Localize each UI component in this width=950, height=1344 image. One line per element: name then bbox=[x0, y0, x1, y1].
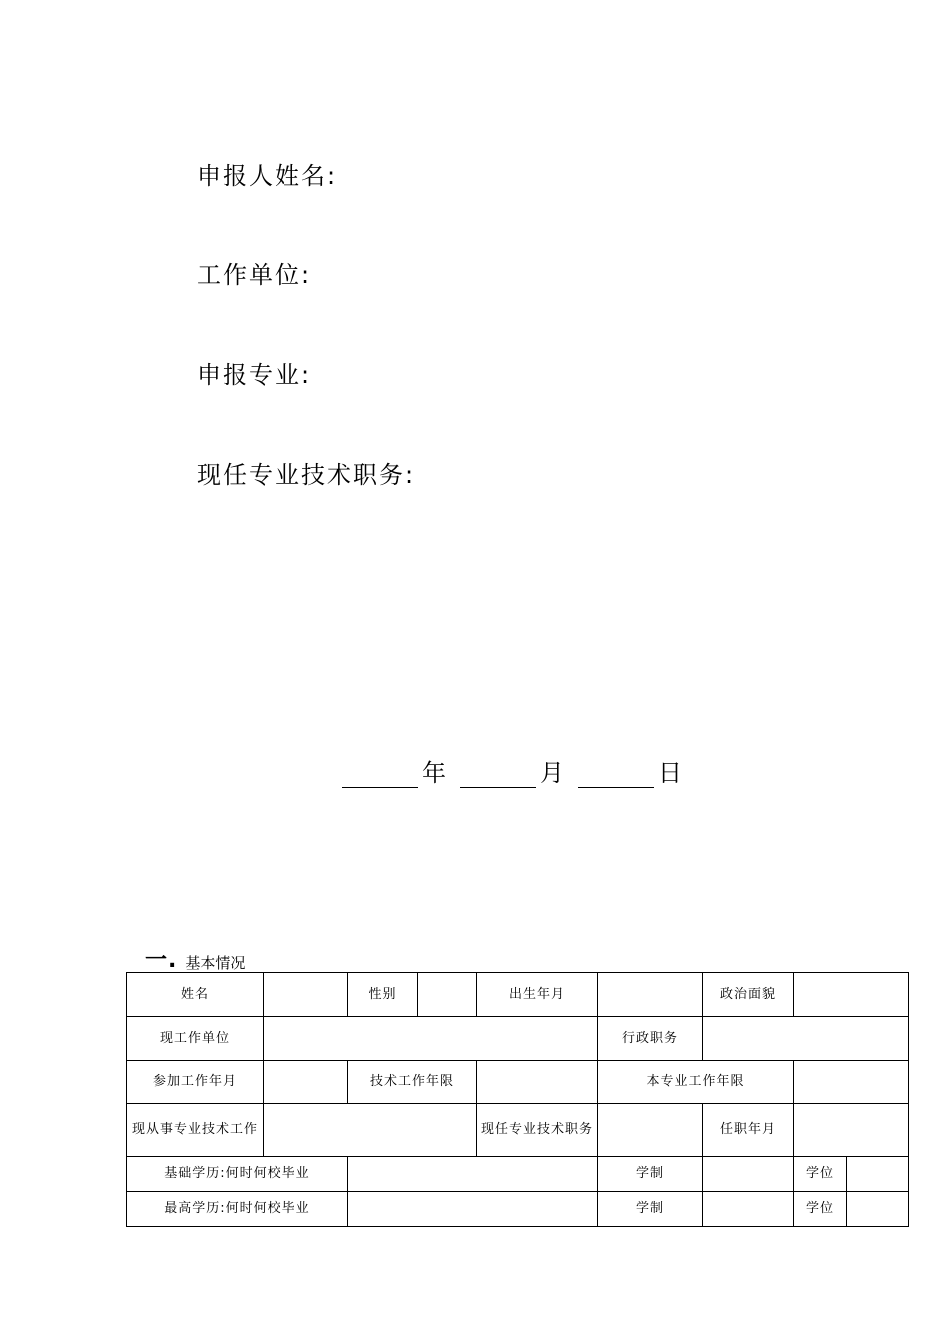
section-number: 一. bbox=[145, 948, 178, 973]
current-unit-label: 现工作单位 bbox=[127, 1017, 264, 1061]
appoint-date-value-cell[interactable] bbox=[794, 1104, 909, 1157]
highest-degree-label: 学位 bbox=[794, 1192, 847, 1227]
tech-years-label: 技术工作年限 bbox=[348, 1061, 477, 1104]
month-label: 月 bbox=[540, 759, 564, 787]
current-unit-value-cell[interactable] bbox=[264, 1017, 598, 1061]
gender-value-cell[interactable] bbox=[418, 973, 477, 1017]
birth-value-cell[interactable] bbox=[598, 973, 703, 1017]
highest-edu-label: 最高学历:何时何校毕业 bbox=[127, 1192, 348, 1227]
major-years-label: 本专业工作年限 bbox=[598, 1061, 794, 1104]
work-unit-label: 工作单位: bbox=[197, 261, 312, 289]
political-label: 政治面貌 bbox=[703, 973, 794, 1017]
gender-label: 性别 bbox=[348, 973, 418, 1017]
work-start-value-cell[interactable] bbox=[264, 1061, 348, 1104]
basic-edu-value-cell[interactable] bbox=[348, 1157, 598, 1192]
table-row bbox=[127, 1104, 909, 1157]
basic-degree-value-cell[interactable] bbox=[847, 1157, 909, 1192]
section-heading bbox=[145, 950, 245, 972]
current-tech-title-label: 现任专业技术职务 bbox=[477, 1104, 598, 1157]
highest-degree-value-cell[interactable] bbox=[847, 1192, 909, 1227]
basic-length-value-cell[interactable] bbox=[703, 1157, 794, 1192]
highest-length-label: 学制 bbox=[598, 1192, 703, 1227]
admin-post-label: 行政职务 bbox=[598, 1017, 703, 1061]
table-row bbox=[127, 1061, 909, 1104]
major-label: 申报专业: bbox=[197, 361, 312, 389]
table-row bbox=[127, 1192, 909, 1227]
date-line bbox=[342, 758, 682, 788]
section-title: 基本情况 bbox=[185, 954, 246, 972]
applicant-name-label: 申报人姓名: bbox=[197, 162, 338, 190]
tech-years-value-cell[interactable] bbox=[477, 1061, 598, 1104]
basic-length-label: 学制 bbox=[598, 1157, 703, 1192]
political-value-cell[interactable] bbox=[794, 973, 909, 1017]
highest-edu-value-cell[interactable] bbox=[348, 1192, 598, 1227]
current-title-label: 现任专业技术职务: bbox=[197, 461, 416, 489]
birth-label: 出生年月 bbox=[477, 973, 598, 1017]
basic-edu-label: 基础学历:何时何校毕业 bbox=[127, 1157, 348, 1192]
current-tech-title-value-cell[interactable] bbox=[598, 1104, 703, 1157]
current-tech-work-label: 现从事专业技术工作 bbox=[127, 1104, 264, 1157]
name-value-cell[interactable] bbox=[264, 973, 348, 1017]
admin-post-value-cell[interactable] bbox=[703, 1017, 909, 1061]
table-row bbox=[127, 1017, 909, 1061]
work-start-label: 参加工作年月 bbox=[127, 1061, 264, 1104]
table-row bbox=[127, 973, 909, 1017]
highest-length-value-cell[interactable] bbox=[703, 1192, 794, 1227]
year-blank[interactable] bbox=[342, 763, 418, 788]
table-row bbox=[127, 1157, 909, 1192]
name-label: 姓名 bbox=[127, 973, 264, 1017]
appoint-date-label: 任职年月 bbox=[703, 1104, 794, 1157]
basic-info-table bbox=[126, 972, 909, 1227]
basic-degree-label: 学位 bbox=[794, 1157, 847, 1192]
day-label: 日 bbox=[658, 759, 682, 787]
day-blank[interactable] bbox=[578, 763, 654, 788]
current-tech-work-value-cell[interactable] bbox=[264, 1104, 477, 1157]
month-blank[interactable] bbox=[460, 763, 536, 788]
major-years-value-cell[interactable] bbox=[794, 1061, 909, 1104]
year-label: 年 bbox=[422, 759, 446, 787]
